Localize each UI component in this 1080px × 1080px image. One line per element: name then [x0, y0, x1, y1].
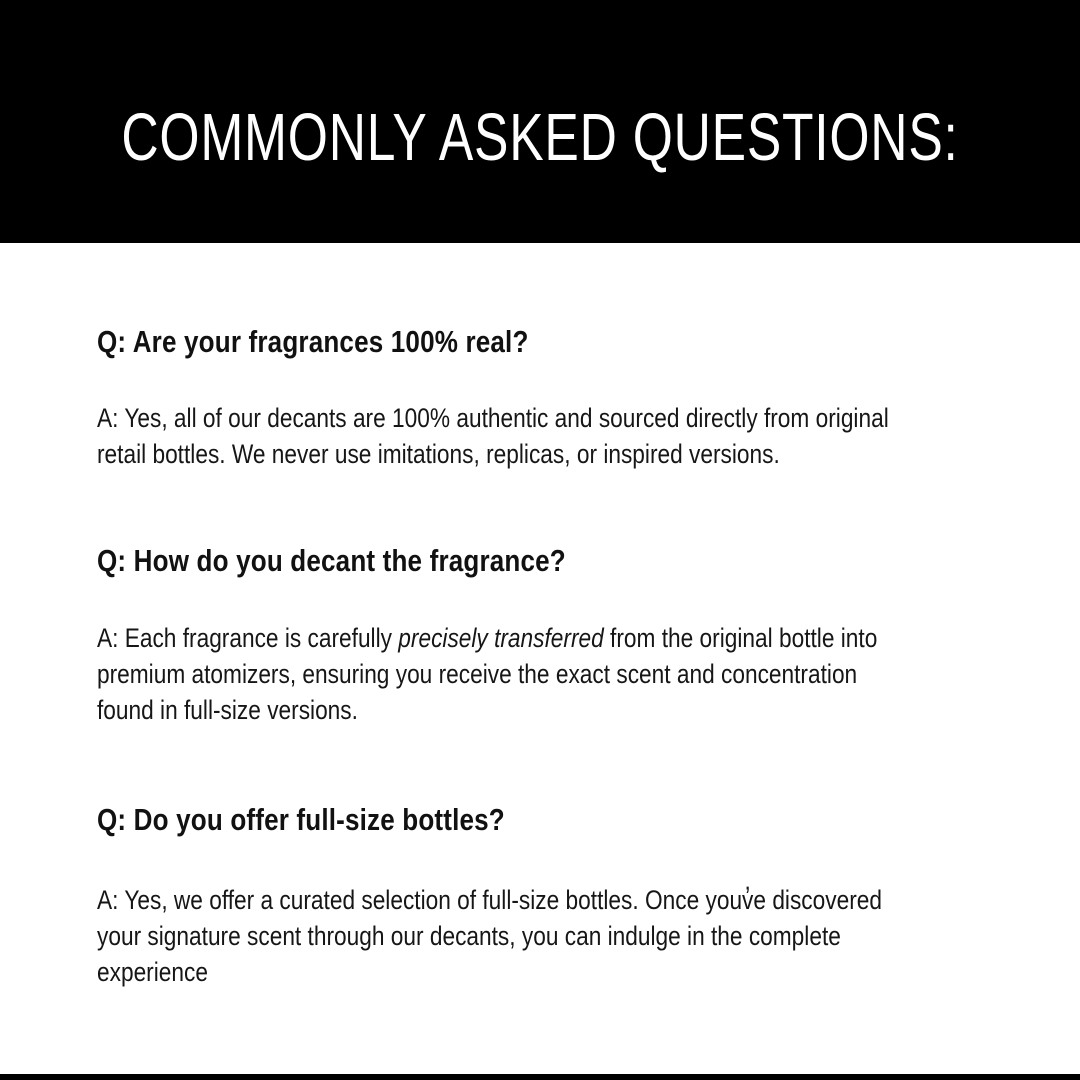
faq-answer-3-line-2: your signature scent through our decants, you can indulge in the complete	[97, 921, 841, 951]
answer-text: from the original bottle into	[603, 623, 878, 653]
faq-answer-2-line-1	[97, 620, 877, 656]
emphasis-text: precisely transferred	[398, 623, 604, 653]
faq-answer-1-line-1: A: Yes, all of our decants are 100% authentic and sourced directly from original	[97, 403, 889, 433]
faq-answer-1-line-2: retail bottles. We never use imitations, replicas, or inspired versions.	[97, 439, 780, 469]
faq-question-1: Q: Are your fragrances 100% real?	[97, 324, 529, 359]
faq-answer-3-line-3: experience	[97, 957, 208, 987]
page-title: COMMONLY ASKED QUESTIONS:	[121, 100, 959, 175]
faq-question-2: Q: How do you decant the fragrance?	[97, 543, 566, 578]
faq-answer-2-line-3: found in full-size versions.	[97, 695, 358, 725]
answer-text: A: Each fragrance is carefully	[97, 623, 399, 653]
footer-band	[0, 1074, 1080, 1080]
faq-question-3: Q: Do you offer full-size bottles?	[97, 802, 505, 837]
faq-answer-2-line-2: premium atomizers, ensuring you receive the exact scent and concentration	[97, 659, 858, 689]
faq-answer-3-line-1: A: Yes, we offer a curated selection of full-size bottles. Once youv̓e discovered	[97, 885, 883, 915]
